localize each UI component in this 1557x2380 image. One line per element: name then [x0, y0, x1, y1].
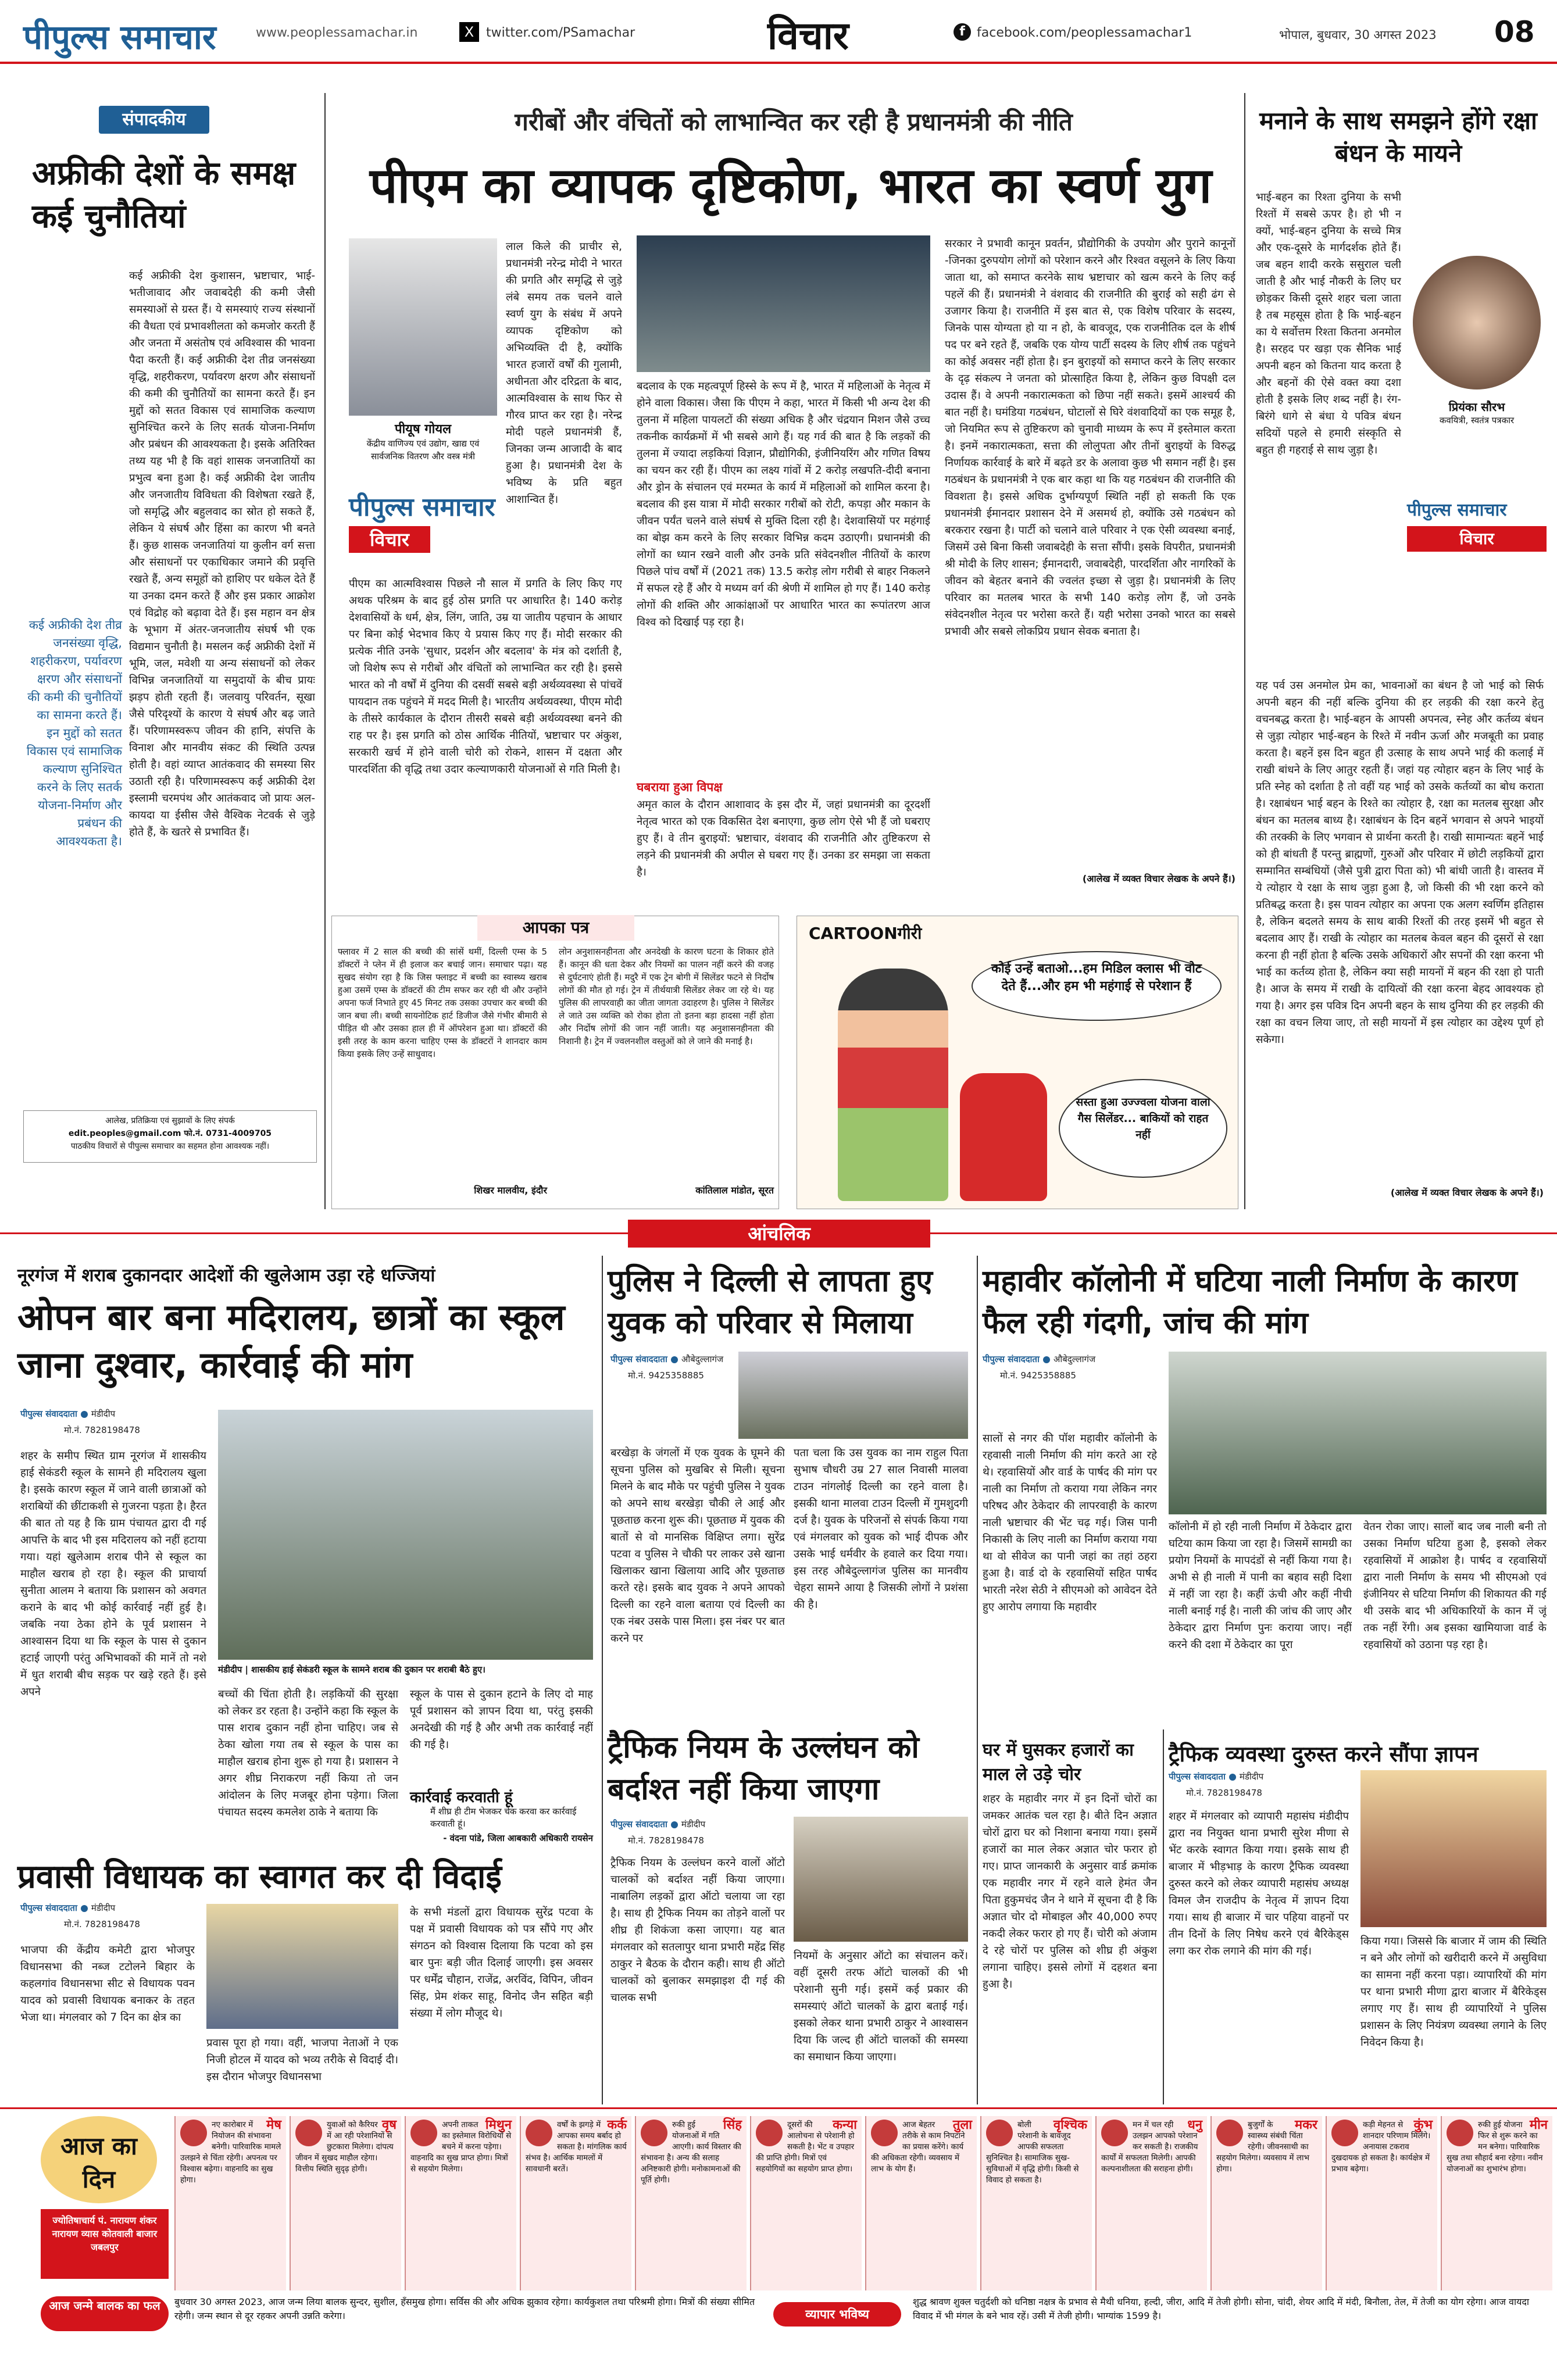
market-label: व्यापार भविष्य [773, 2302, 901, 2327]
gas-cylinder [960, 1073, 1047, 1201]
sign-name: मेष [266, 2118, 281, 2132]
lead-subhead: घबराया हुआ विपक्ष [637, 780, 723, 794]
lead-col2b: अमृत काल के दौरान आशावाद के इस दौर में, जहां प्रधानमंत्री का दूरदर्शी नेतृत्व भारत को एक विकसित देश बनाएगा, कुछ लोग ऐसे भी हैं जो घबराए हुए हैं। वे तीन बुराइयों: भ्रष्टाचार, वंशवाद की राजनीति और तुष्टिकरण से लड़ने की प्रधानमंत्री की अपील से घबरा गए हैं। उनका डर समझा जा सकता है। [637, 799, 930, 878]
sign-virgo [750, 2116, 862, 2290]
sign-taurus [290, 2116, 401, 2290]
byline-name: पीपुल्स संवाददाता [610, 1354, 667, 1364]
sign-text: बुजुर्गों के स्वास्थ्य संबंधी चिंता रहेगी। जीवनसाथी का सहयोग मिलेगा। व्यवसाय में लाभ होगा। [1216, 2120, 1309, 2174]
letter-2-sign: कांतिलाल मांडोत, सूरत [695, 1185, 774, 1196]
virgo-icon [756, 2120, 783, 2146]
date: भोपाल, बुधवार, 30 अगस्त 2023 [1279, 28, 1437, 42]
sign-sagittarius [1095, 2116, 1207, 2290]
sign-name: वृश्चिक [1053, 2118, 1087, 2132]
sign-text: दूसरों की आलोचना से परेशानी हो सकती है। भेंट व उपहार की प्राप्ति होगी। मित्रों एवं सहयोगियों का सहयोग प्राप्त होगा। [756, 2120, 855, 2174]
rakhi-intro: भाई-बहन का रिश्ता दुनिया के सभी रिश्तों में सबसे ऊपर है। हो भी न क्यों, भाई-बहन दुनिया के सच्चे मित्र और एक-दूसरे के मार्गदर्शक होते हैं। जब बहन शादी करके ससुराल चली जाती है और भाई नौकरी के लिए घर छोड़कर किसी दूसरे शहर चला जाता है तब महसूस होता है कि भाई-बहन का ये सर्वोत्तम रिश्ता कितना अनमोल है। सरहद पर खड़ा एक सैनिक भाई अपनी बहन को कितना याद करता है और बहनों की ऐसे वक्त क्या दशा होती है इसके लिए शब्द नहीं है। रंग-बिरंगे धागे से बंधा ये पवित्र बंधन सदियों पहले से हमारी संस्कृति से बहुत ही गहराई से साथ जुड़ा है। [1256, 191, 1401, 456]
rakhi-author-role: कवयित्री, स्वतंत्र पत्रकार [1439, 415, 1515, 426]
scorpio-icon [986, 2120, 1013, 2146]
cancer-icon [526, 2120, 552, 2146]
story6-body: शहर के महावीर नगर में इन दिनों चोरों का जमकर आतंक चल रहा है। बीते दिन अज्ञात चोरों द्वारा घर को निशाना बनाया गया। इसमें हजारों का माल लेकर अज्ञात चोर फरार हो गए। प्राप्त जानकारी के अनुसार वार्ड क्रमांक एक महावीर नगर में रहने वाले हेमंत जैन पिता हुकुमचंद जैन ने थाने में सूचना दी है कि अज्ञात चोर दो मोबाइल और 40,000 रुपए नकदी लेकर फरार हो गए हैं। चोरी को अंजाम दे रहे चोरों पर पुलिस को शीघ्र ही अंकुश लगाना चाहिए। इससे लोगों में दहशत बना हुआ है। [983, 1793, 1157, 1991]
rakhi-author-photo [1413, 256, 1541, 389]
sign-name: कर्क [607, 2118, 627, 2132]
letters-box [331, 916, 779, 1209]
libra-icon [871, 2120, 898, 2146]
story4-photo [794, 1817, 968, 1942]
location-dot-icon [81, 1905, 88, 1912]
location-dot-icon [1043, 1356, 1050, 1363]
letters-title: आपका पत्र [477, 915, 634, 941]
website[interactable]: www.peoplessamachar.in [256, 26, 418, 40]
rakhi-author: प्रियंका सौरभ [1448, 400, 1505, 414]
story1-quote: मैं शीघ्र ही टीम भेजकर चेक करवा कर कार्रवाई करवाती हूं। [430, 1806, 577, 1829]
page-number: 08 [1494, 15, 1535, 49]
location-dot-icon [81, 1411, 88, 1418]
story4-title: ट्रैफिक नियम के उल्लंघन को बर्दाश्त नहीं किया जाएगा [608, 1730, 919, 1807]
byline-place: मंडीदीप [91, 1903, 116, 1913]
sign-text: रुकी हुई योजनाओं में गति आएगी। कार्य विस्तार की संभावना है। अन्य की सलाह अनिष्टकारी होगी। मनोकामनाओं की पूर्ति होगी। [641, 2120, 741, 2185]
badge-line-1: आज का [60, 2132, 137, 2160]
editorial-contact-box [23, 1110, 317, 1163]
rakhi-brand-tag: विचार [1407, 526, 1547, 552]
byline-place: मंडीदीप [1239, 1771, 1264, 1782]
story1-quote-sign: - वंदना पांडे, जिला आबकारी अधिकारी रायसेन [443, 1833, 593, 1843]
rakhi-note: (आलेख में व्यक्त विचार लेखक के अपने हैं।) [1390, 1187, 1544, 1198]
facebook-icon: f [954, 23, 971, 41]
lead-brand: पीपुल्स समाचार [349, 492, 495, 522]
sign-text: मन में चल रही उलझन आपको परेशान कर सकती है। राजकीय कार्यों में सफलता मिलेगी। आपकी कल्पनाशीलता की सराहना होगी। [1101, 2120, 1198, 2174]
letter-1-sign: शिखर मालवीय, इंदौर [474, 1185, 547, 1196]
byline-name: पीपुल्स संवाददाता [610, 1819, 667, 1829]
editorial-title: अफ्रीकी देशों के समक्ष कई चुनौतियां [32, 155, 296, 235]
story1-phone: मो.नं. 7828198478 [64, 1425, 140, 1435]
sign-name: सिंह [723, 2118, 742, 2132]
location-dot-icon [671, 1821, 678, 1828]
sign-name: कुंभ [1413, 2118, 1433, 2132]
sign-text: अपनी ताकत का इस्तेमाल विरोधियों से बचने में करना पड़ेगा। वाहनादि का सुख प्राप्त होगा। मित्रों से सहयोग मिलेगा। [410, 2120, 512, 2174]
logo[interactable]: पीपुल्स समाचार [23, 17, 216, 57]
story5-photo [1169, 1352, 1547, 1514]
rakhi-title: मनाने के साथ समझने होंगे रक्षा बंधन के मायने [1259, 106, 1537, 167]
taurus-icon [295, 2120, 322, 2146]
sign-text: युवाओं को कैरियर में आ रही परेशानियों से छुटकारा मिलेगा। दांपत्य जीवन में सुखद माहौल रहेगा। वित्तीय स्थिति सुदृढ़ होगी। [295, 2120, 394, 2174]
sagittarius-icon [1101, 2120, 1128, 2146]
divider [1163, 1729, 1164, 2104]
story2-photo [206, 1904, 398, 2029]
story2-body2: प्रवास पूरा हो गया। वहीं, भाजपा नेताओं ने एक निजी होटल में यादव को भव्य तरीके से विदाई दी। इस दौरान भोजपुर विधानसभा [206, 2037, 398, 2083]
lead-title: पीएम का व्यापक दृष्टिकोण, भारत का स्वर्ण युग [369, 157, 1212, 214]
story5-body2: कॉलोनी में हो रही नाली निर्माण में ठेकेदार द्वारा घटिया काम किया जा रहा है। जिसमें सामग्री का प्रयोग नियमों के मापदंडों से नहीं किया गया है। अभी से ही नाली में पानी का बहाव सही दिशा में नहीं जा रहा है। कहीं ऊंची और कहीं नीची नाली बनाई गई है। नाली की जांच की जाए और ठेकेदार द्वारा निर्माण पुनः कराया जाए। नहीं करने की दशा में ठेकेदार का पूरा [1169, 1521, 1352, 1651]
byline-name: पीपुल्स संवाददाता [20, 1903, 77, 1913]
sign-text: आज बेहतर तरीके से काम निपटाने का प्रयास करेंगे। कार्य की अधिकता रहेगी। व्यवसाय में लाभ के योग हैं। [871, 2120, 965, 2174]
lead-author: पीयूष गोयल [394, 422, 452, 437]
story6-title: घर में घुसकर हजारों का माल ले उड़े चोर [983, 1740, 1134, 1785]
contact-email[interactable]: edit.peoples@gmail.com फो.नं. 0731-4009705 [68, 1129, 272, 1138]
masthead [0, 0, 1557, 64]
story1-quote-head: कार्रवाई करवाती हूं [410, 1789, 513, 1806]
lead-col3: सरकार ने प्रभावी कानून प्रवर्तन, प्रौद्योगिकी के उपयोग और पुराने कानूनों -जिनका दुरुपयोग लोगों को परेशान करने और रिश्वत वसूलने के लिए किया जाता था, को समाप्त करनेके साथ भ्रष्टाचार को खत्म करने के लिए कई पहलें की हैं। प्रधानमंत्री ने वंशवाद की राजनीति की बुराई को सही ढंग से उजागर किया है। राजनीति में इस बात से, एक विशेष परिवार के सदस्य, जिनके पास योग्यता हो या न हो, के बावजूद, एक राजनीतिक दल के शीर्ष पद पर बने रहते हैं, जबकि एक योग्य पार्टी सदस्य के लिए शीर्ष तक पहुंचने का कोई अवसर नहीं होता है। इन बुराइयों को समाप्त करने के लिए सरकार के दृढ़ संकल्प ने जनता को प्रोत्साहित किया है, लेकिन कुछ विपक्षी दल उदास हैं। वे अपनी नकारात्मकता को छिपा नहीं सकते। इसमें आश्चर्य की बात नहीं है। घमंडिया गठबंधन, घोटालों से घिरे वंशवादियों का एक समूह है, जो नियमित रूप से तुष्टिकरण को चुनावी माध्यम के रूप में इस्तेमाल करता है। इनमें नकारात्मकता, सत्ता की लोलुपता और तीनों बुराइयों के विरुद्ध निर्णायक कार्रवाई के बारे में बढ़ते डर के अलावा कुछ भी समान नहीं है। इस गठबंधन के प्रधानमंत्री ने एक बार कहा था कि यह गठबंधन की राजनीति की विवशता है। इससे अधिक दुर्भाग्यपूर्ण स्थिति नहीं हो सकती कि एक प्रधानमंत्री ईमानदार प्रशासन देने में असमर्थ हो, क्योंकि उसे गठबंधन को बरकरार रखना है। पार्टी को चलाने वाले परिवार ने एक ऐसी व्यवस्था बनाई, जिसमें उसे बिना किसी जवाबदेही के सत्ता सौंपी। इसके विपरीत, प्रधानमंत्री श्री मोदी के लिए शासन; ईमानदारी, जवाबदेही, पारदर्शिता और नागरिकों के जीवन को बेहतर बनाने की ज्वलंत इच्छा से जुड़ा है। प्रधानमंत्री के लिए परिवार का मतलब भारत के सभी 140 करोड़ लोग हैं, जो उनके संवेदनशील नेतृत्व पर भरोसा करते हैं। यही भरोसा उनको भारत का सबसे प्रभावी और सबसे लोकप्रिय प्रधान सेवक बनाता है। [945, 238, 1235, 638]
sign-name: धनु [1187, 2118, 1202, 2132]
aquarius-icon [1331, 2120, 1358, 2146]
byline-place: मंडीदीप [91, 1409, 116, 1419]
market-text: शुद्ध श्रावण शुक्ल चतुर्दशी को धनिष्ठा नक्षत्र के प्रभाव से मैथी धनिया, हल्दी, जीरा, आदि में तेजी होगी। सोना, चांदी, शेयर आदि में मंदी, बिनौला, तेल, में तेजी का योग रहेगा। आज वायदा विवाद में भी मंगल के बने भाव रहें। उसी में तेजी होगी। भाग्यांक 1599 है। [913, 2296, 1530, 2321]
letter-1: फ्लावर में 2 साल की बच्ची की सांसें थमीं, दिल्ली एम्स के 5 डॉक्टरों ने प्लेन में ही इलाज कर बचाई जान। समाचार पढ़ा। यह सुखद संयोग रहा है कि जिस फ्लाइट में बच्ची का स्वास्थ्य खराब हुआ उसमें एम्स के डॉक्टरों की टीम सफर कर रही थी और उन्होंने अपना फर्ज निभाते हुए 45 मिनट तक उसका उपचार कर बच्ची की जान बचा ली। बच्ची सायनोटिक हार्ट डिजीज जैसे गंभीर बीमारी से पीड़ित थी और उसका हाल ही में ऑपरेशन हुआ था। डॉक्टरों की इसी तरह के काम करना चाहिए एम्स के डॉक्टरों ने शानदार काम किया इसके लिए उन्हें साधुवाद। [338, 946, 547, 1059]
aries-icon [180, 2120, 207, 2146]
sign-grid [174, 2116, 1552, 2290]
story3-body1: बरखेड़ा के जंगलों में एक युवक के घूमने की सूचना पुलिस को मुखबिर से मिली। सूचना मिलने के बाद मौके पर पहुंची पुलिस ने युवक को अपने साथ बरखेड़ा चौकी ले आई और पूछताछ करना शुरू की। पूछताछ में युवक की बातों से वो मानसिक विक्षिप्त लगा। सुरेंद्र पटवा व पुलिस ने चौकी पर लाकर उसे खाना खिलाकर खाना खिलाया आदि और पूछताछ करते रहे। इसके बाद युवक ने अपने आपको दिल्ली का रहने वाला बताया एवं दिल्ली का एक नंबर उसके पास मिला। इस नंबर पर बात करने पर [610, 1447, 785, 1645]
story5-body3: वेतन रोका जाए। सालों बाद जब नाली बनी तो उसका निर्माण घटिया हुआ है, इसको लेकर रहवासियों में आक्रोश है। पार्षद व रहवासियों द्वारा नाली निर्माण के समय भी सीएमओ एवं इंजीनियर से घटिया निर्माण की शिकायत की गई थी उसके बाद भी अधिकारियों के कान में जूं तक नहीं रेंगी। अब इसका खामियाजा वार्ड के रहवासियों को उठाना पड़ रहा है। [1363, 1521, 1547, 1651]
sign-name: वृष [382, 2118, 397, 2132]
lead-brand-tag: विचार [349, 526, 430, 553]
lead-author-role: केंद्रीय वाणिज्य एवं उद्योग, खाद्य एवं सार्वजनिक वितरण और वस्त्र मंत्री [366, 438, 480, 462]
story2-body3: के सभी मंडलों द्वारा विधायक सुरेंद्र पटवा के पक्ष में प्रवासी विधायक को पत्र सौंपे गए और संगठन को विश्वास दिलाया कि पटवा को इस बार पुनः बड़ी जीत दिलाई जाएगी। इस अवसर पर धर्मेंद्र चौहान, राजेंद्र, अरविंद, विपिन, जीवन सिंह, प्रेम शंकर साहू, विनोद जैन सहित बड़ी संख्या में लोग मौजूद थे। [410, 1906, 593, 2020]
byline-place: औबेदुल्लागंज [681, 1354, 724, 1364]
twitter-link[interactable]: twitter.com/PSamachar [486, 26, 635, 40]
badge-line-2: दिन [82, 2165, 116, 2193]
lead-kicker: गरीबों और वंचितों को लाभान्वित कर रही है प्रधानमंत्री की नीति [515, 108, 1073, 136]
story5-phone: मो.नं. 9425358885 [1000, 1370, 1076, 1381]
story1-body1: शहर के समीप स्थित ग्राम नूरगंज में शासकीय हाई सेकंडरी स्कूल के सामने ही मदिरालय खुला है। इसके कारण स्कूल में जाने वाली छात्राओं को शराबियों की छींटाकशी से गुजरना पड़ता है। हैरत की बात तो यह है कि ग्राम पंचायत द्वारा दी गई आपत्ति के बाद भी इस मदिरालय को नहीं हटाया गया। यहां खुलेआम शराब पीने से स्कूल का माहौल खराब हो रहा है। स्कूल की प्राचार्या सुनीता आलम ने बताया कि प्रशासन को अवगत कराने के बाद भी कोई कार्रवाई नहीं हुई है। जबकि नया ठेका होने के पूर्व प्रशासन ने आश्वासन दिया था कि स्कूल के पास से दुकान हटाई जाएगी परंतु अभिभावकों की मानें तो नशे में धुत शराबी बीच सड़क पर खड़े रहते हैं। इसे अपने [20, 1450, 206, 1698]
story1-kicker: नूरगंज में शराब दुकानदार आदेशों की खुलेआम उड़ा रहे धज्जियां [17, 1265, 435, 1286]
sign-text: वर्षों के झगड़े में आपका समय बर्बाद हो सकता है। मांगलिक कार्य संभव है। आर्थिक मामलों में सावधानी बरतें। [526, 2120, 627, 2174]
story2-body1: भाजपा की केंद्रीय कमेटी द्वारा भोजपुर विधानसभा की नब्ज टटोलने बिहार के कहलगांव विधानसभा सीट से विधायक पवन यादव को प्रवासी विधायक बनाकर के तहत भेजा था। मंगलवार को 7 दिन का क्षेत्र का [20, 1944, 195, 2024]
birthday-text: बुधवार 30 अगस्त 2023, आज जन्म लिया बालक सुन्दर, सुशील, हँसमुख होगा। सर्विस की और अधिक झुकाव रहेगा। कार्यकुशल तथा परिश्रमी होगा। मित्रों की संख्या सीमित रहेगी। जन्म स्थान से दूर रहकर अपनी उन्नति करेगा। [174, 2296, 755, 2321]
story3-body2: पता चला कि उस युवक का नाम राहुल पिता सुभाष चौधरी उम्र 27 साल निवासी मालवा टाउन नांगलोई दिल्ली का रहने वाला है। इसकी थाना मालवा टाउन दिल्ली में गुमशुदगी दर्ज है। युवक के परिजनों से संपर्क किया गया एवं मंगलवार को युवक को भाई दीपक और उसके भाई धर्मवीर के हवाले कर दिया गया। इस तरह औबेदुल्लागंज पुलिस का मानवीय चेहरा सामने आया है जिसकी लोगों ने प्रशंसा की है। [794, 1447, 968, 1611]
story2-title: प्रवासी विधायक का स्वागत कर दी विदाई [17, 1858, 502, 1896]
story5-title: महावीर कॉलोनी में घटिया नाली निर्माण के कारण फैल रही गंदगी, जांच की मांग [983, 1264, 1517, 1341]
story7-title: ट्रैफिक व्यवस्था दुरुस्त करने सौंपा ज्ञापन [1169, 1742, 1479, 1767]
astrologer: ज्योतिषाचार्य पं. नारायण शंकर नारायण व्यास कोतवाली बाजार जबलपुर [41, 2209, 169, 2279]
byline-place: मंडीदीप [681, 1819, 706, 1829]
sign-cancer [520, 2116, 631, 2290]
editorial-body: कई अफ्रीकी देश कुशासन, भ्रष्टाचार, भाई-भतीजावाद और जवाबदेही की कमी जैसी समस्याओं से ग्रस्त हैं। ये समस्याएं राज्य संस्थानों की वैधता एवं प्रभावशीलता को कमजोर करती हैं और जनता में असंतोष एवं अविश्वास की भावना पैदा करती हैं। कई अफ्रीकी देश तीव्र जनसंख्या वृद्धि, शहरीकरण, पर्यावरण क्षरण और संसाधनों की कमी की चुनौतियों का सामना करते हैं। इन मुद्दों को सतत विकास एवं सामाजिक कल्याण सुनिश्चित करने के लिए सतर्क योजना-निर्माण और प्रबंधन की आवश्यकता है। इसके अतिरिक्त तथ्य यह भी है कि वहां शासक जनजातियों का प्रभुत्व बना हुआ है। कई अफ्रीकी देश जातीय और जनजातीय विविधता की विशेषता रखते हैं, जो समृद्धि और बहुलवाद का स्रोत हो सकते हैं, लेकिन ये संघर्ष और हिंसा का कारण भी बनते हैं। कुछ शासक जनजातियां या कुलीन वर्ग सत्ता और संसाधनों पर एकाधिकार जमाने की प्रवृत्ति रखते हैं, अन्य समूहों को हाशिए पर धकेल देते हैं या उनका दमन करते हैं और इस प्रकार आक्रोश एवं विद्रोह को बढ़ावा देते हैं। इस महान वन क्षेत्र के भूभाग में अंतर-जनजातीय संघर्ष भी एक विद्यमान चुनौती है। मसलन कई अफ्रीकी देशों में भूमि, जल, मवेशी या अन्य संसाधनों को लेकर विभिन्न जनजातियों या समुदायों के बीच प्रायः झड़प होती रहती हैं। जलवायु परिवर्तन, सूखा जैसे परिदृश्यों के कारण ये संघर्ष और बढ़ जाते हैं। परिणामस्वरूप जीवन की हानि, संपत्ति के विनाश और मानवीय संकट की स्थिति उत्पन्न होती है। वहां व्याप्त आतंकवाद की समस्या सिर उठाती रही है। परिणामस्वरूप कई अफ्रीकी देश इस्लामी चरमपंथ और आतंकवाद जो प्रायः अल-कायदा या ईसीस जैसे वैश्विक नेटवर्क से जुड़े होते हैं, के खतरे से प्रभावित हैं। [129, 270, 315, 838]
sign-name: मकर [1294, 2118, 1317, 2132]
location-dot-icon [1229, 1774, 1236, 1781]
story4-body2: नियमों के अनुसार ऑटो का संचालन करें। वहीं दूसरी तरफ ऑटो चालकों की भी परेशानी सुनी गई। इसमें कई प्रकार की समस्याएं ऑटो चालकों के द्वारा बताई गई। इसको लेकर थाना प्रभारी ठाकुर ने आश्वासन दिया कि जल्द ही ऑटो चालकों की समस्या का समाधान किया जाएगा। [794, 1950, 968, 2063]
story5-body1: सालों से नगर की पॉश महावीर कॉलोनी के रहवासी नाली निर्माण की मांग करते आ रहे थे। रहवासियों और वार्ड के पार्षद की मांग पर नाली का निर्माण तो कराया गया लेकिन नगर परिषद और ठेकेदार की लापरवाही के कारण नाली भ्रष्टाचार की भेंट चढ़ गई। जिस पानी निकासी के लिए नाली का निर्माण कराया गया था वो सीवेज का पानी जहां का तहां ठहरा हुआ है। वार्ड दो के रहवासियों सहित पार्षद भारती नरेश सेठी ने सीएमओ को आवेदन देते हुए आरोप लगाया कि महावीर [983, 1432, 1157, 1613]
sign-leo [635, 2116, 747, 2290]
sign-scorpio [980, 2116, 1092, 2290]
twitter-icon: X [459, 22, 479, 42]
lead-col1: लाल किले की प्राचीर से, प्रधानमंत्री नरेन्द्र मोदी ने भारत की प्रगति और समृद्धि से जुड़े लंबे समय तक चलने वाले स्वर्ण युग के संबंध में अपने व्यापक दृष्टिकोण को अभिव्यक्ति दी है, क्योंकि भारत हजारों वर्षों की गुलामी, अधीनता और दरिद्रता के बाद, आत्मविश्वास के साथ फिर से गौरव प्राप्त कर रहा है। नरेन्द्र मोदी पहले प्रधानमंत्री हैं, जिनका जन्म आजादी के बाद हुआ है। प्रधानमंत्री देश के भविष्य के प्रति बहुत आशान्वित हैं। [506, 241, 622, 506]
rakhi-brand: पीपुल्स समाचार [1407, 500, 1507, 520]
story4-body1: ट्रैफिक नियम के उल्लंघन करने वालों ऑटो चालकों को बर्दाश्त नहीं किया जाएगा। नाबालिग लड़कों द्वारा ऑटो चलाया जा रहा है। साथ ही ट्रैफिक नियम का तोड़ने वालों पर शीघ्र ही शिकंजा कसा जाएगा। यह बात मंगलवार को सतलापुर थाना प्रभारी महेंद्र सिंह ठाकुर ने बैठक के दौरान कही। साथ ही ऑटो चालकों को बुलाकर समझाइश दी गई की चालक सभी [610, 1857, 785, 2004]
today-badge [41, 2116, 157, 2203]
story3-title: पुलिस ने दिल्ली से लापता हुए युवक को परिवार से मिलाया [608, 1264, 933, 1341]
sign-gemini [405, 2116, 516, 2290]
lead-note: (आलेख में व्यक्त विचार लेखक के अपने हैं।) [1082, 873, 1235, 884]
sign-name: मिथुन [485, 2118, 512, 2132]
regional-bar: आंचलिक [628, 1220, 930, 1248]
cartoon-box [797, 916, 1238, 1209]
byline-name: पीपुल्स संवाददाता [20, 1409, 77, 1419]
speech-bubble: कोई उन्हें बताओ...हम मिडिल क्लास भी वोट देते हैं...और हम भी महंगाई से परेशान हैं [972, 951, 1222, 1021]
gemini-icon [410, 2120, 437, 2146]
story2-phone: मो.नं. 7828198478 [64, 1919, 140, 1929]
section-title: विचार [767, 13, 849, 58]
editorial-tag: संपादकीय [99, 106, 209, 134]
sign-name: मीन [1529, 2118, 1548, 2132]
sign-name: कन्या [833, 2118, 857, 2132]
story1-photo [218, 1410, 593, 1660]
lead-col2: बदलाव के एक महत्वपूर्ण हिस्से के रूप में है, भारत में महिलाओं के नेतृत्व में होने वाला विकास। जैसा कि पीएम ने कहा, भारत में किसी भी अन्य देश की तुलना में महिला पायलटों की संख्या अधिक है और चंद्रयान मिशन जैसे उच्च तकनीक कार्यक्रमों में भी सबसे आगे हैं। यह गर्व की बात है कि लड़कों की तुलना में ज्यादा लड़कियां विज्ञान, प्रौद्योगिकी, इंजीनियरिंग और गणित विषय का चयन कर रही हैं। पीएम का लक्ष्य गांवों में 2 करोड़ लखपति-दीदी बनाना और ड्रोन के संचालन एवं मरम्मत के कार्य में महिलाओं को शामिल करना है। बदलाव की इस यात्रा में मोदी सरकार गरीबों को रोटी, कपड़ा और मकान के जीवन पर्यंत चलने वाले संघर्ष से मुक्ति दिला रही है। देशवासियों पर महंगाई का बोझ कम करने के लिए सरकार विभिन्न कदम उठाएगी। प्रधानमंत्री की लोगों का ध्यान रखने वाली और उनके प्रति संवेदनशील नीतियों के कारण पिछले पांच वर्षों में (2021 तक) 13.5 करोड़ लोग गरीबी से बाहर निकलने में सफल रहे हैं और ये मध्यम वर्ग की श्रेणी में शामिल हो गए हैं। 140 करोड़ लोगों की शक्ति और आकांक्षाओं पर आधारित भारत का रूपांतरण आज विश्व को दिखाई पड़ रहा है। [637, 380, 930, 628]
story7-photo [1360, 1770, 1547, 1927]
disclaimer: पाठकीय विचारों से पीपुल्स समाचार का सहमत होना आवश्यक नहीं। [70, 1142, 270, 1151]
pisces-icon [1447, 2120, 1473, 2146]
story1-body3: स्कूल के पास से दुकान हटाने के लिए दो माह पूर्व प्रशासन को ज्ञापन दिया था, परंतु इसकी अनदेखी की गई है और अभी तक कार्रवाई नहीं की गई है। [410, 1688, 593, 1751]
byline-place: औबेदुल्लागंज [1053, 1354, 1096, 1364]
sign-libra [865, 2116, 977, 2290]
rakhi-body: यह पर्व उस अनमोल प्रेम का, भावनाओं का बंधन है जो भाई को सिर्फ अपनी बहन की नहीं बल्कि दुनिया की हर लड़की की रक्षा करने हेतु वचनबद्ध करता है। भाई-बहन के आपसी अपनत्व, स्नेह और कर्तव्य बंधन से जुड़ा त्योहार भाई-बहन के रिश्ते में नवीन ऊर्जा और मजबूती का प्रवाह करता है। बहनें इस दिन बहुत ही उत्साह के साथ अपने भाई की कलाई में राखी बांधने के लिए आतुर रहती हैं। जहां यह त्योहार बहन के लिए भाई के प्रति स्नेह को दर्शाता है तो वहीं यह भाई को उसके कर्तव्यों का बोध कराता है। रक्षाबंधन भाई बहन के रिश्ते का त्योहार है, रक्षा का मतलब सुरक्षा और बंधन का मतलब बाध्य है। रक्षाबंधन के दिन बहनें भगवान से अपने भाइयों की तरक्की के लिए भगवान से प्रार्थना करती है। राखी सामान्यतः बहनें भाई को ही बांधती हैं परन्तु ब्राह्मणों, गुरुओं और परिवार में छोटी लड़कियों द्वारा सम्मानित सम्बंधियों (जैसे पुत्री द्वारा पिता को) भी बांधी जाती है। वास्तव में ये त्योहार ये रक्षा के साथ जुड़ा हुआ है, जो किसी की भी रक्षा करने को प्रतिबद्ध करता है। इस पावन त्योहार का अपना एक अलग स्वर्णिम इतिहास है, लेकिन बदलते समय के साथ बाकी रिश्तों की तरह इसमें भी बहुत से बदलाव आए हैं। राखी के त्योहार का मतलब केवल बहन की दूसरों से रक्षा करना ही नहीं होता है बल्कि उसके अधिकारों और सपनों की रक्षा करना भी भाई का कर्तव्य होता है, लेकिन क्या सही मायनों में बहन की रक्षा हो पाती है। आज के समय में राखी के दायित्वों की रक्षा करना बेहद आवश्यक हो गया है। अगर इस पवित्र दिन अपनी बहन के साथ दुनिया की हर लड़की की रक्षा का वचन लिया जाए, तो सही मायनों में इस त्योहार का उद्देश्य पूर्ण हो सकेगा। [1256, 680, 1544, 1046]
divider [977, 1256, 978, 2104]
cartoon-woman [838, 969, 948, 1201]
author-photo [349, 238, 497, 416]
sign-text: कड़ी मेहनत से शानदार परिणाम मिलेंगे। अनायास टकराव दुखदायक हो सकता है। कार्यक्षेत्र में प्रभाव बढ़ेगा। [1331, 2120, 1431, 2174]
sign-pisces [1441, 2116, 1552, 2290]
sign-text: रुकी हुई योजना फिर से शुरू करने का मन बनेगा। पारिवारिक सुख तथा सौहार्द बना रहेगा। नवीन योजनाओं का शुभारंभ होगा। [1447, 2120, 1543, 2174]
lead-col1b: पीएम का आत्मविश्वास पिछले नौ साल में प्रगति के लिए किए गए अथक परिश्रम के बाद हुई ठोस प्रगति पर आधारित है। 140 करोड़ देशवासियों के धर्म, क्षेत्र, लिंग, जाति, उम्र या जातीय पहचान के आधार पर बिना कोई भेदभाव किए ये प्रयास किए गए हैं। मोदी सरकार की प्रत्येक नीति उनके 'सुधार, प्रदर्शन और बदलाव' के मंत्र को दर्शाती है, जो विशेष रूप से गरीबों और वंचितों को लाभान्वित कर रही है। इससे भारत को नौ वर्षों में दुनिया की दसवीं सबसे बड़ी अर्थव्यवस्था से पांचवें पायदान तक पहुंचने में मदद मिली है। भारतीय अर्थव्यवस्था, पीएम मोदी के तीसरे कार्यकाल के दौरान तीसरी सबसे बड़ी अर्थव्यवस्था बनने की राह पर है। इस प्रगति को ठोस आर्थिक नीतियों, भ्रष्टाचार पर अंकुश, सरकारी खर्च में होने वाली चोरी को रोकने, शासन में दक्षता और पारदर्शिता की वृद्धि तथा उदार कल्याणकारी योजनाओं से गति मिली है। [349, 578, 622, 776]
divider [602, 1256, 603, 2104]
divider [324, 93, 326, 1209]
location-dot-icon [671, 1356, 678, 1363]
sign-aquarius [1326, 2116, 1437, 2290]
editorial-pullquote: कई अफ्रीकी देश तीव्र जनसंख्या वृद्धि, शहरीकरण, पर्यावरण क्षरण और संसाधनों की कमी की चुनौतियों का सामना करते हैं। इन मुद्दों को सतत विकास एवं सामाजिक कल्याण सुनिश्चित करने के लिए सतर्क योजना-निर्माण और प्रबंधन की आवश्यकता है। [26, 618, 122, 848]
sign-capricorn [1210, 2116, 1322, 2290]
leo-icon [641, 2120, 667, 2146]
facebook-link[interactable]: facebook.com/peoplessamachar1 [977, 26, 1192, 40]
sign-text: नए कारोबार में नियोजन की संभावना बनेगी। पारिवारिक मामले उलझने से चिंता रहेगी। अपनत्व पर विश्वास बढ़ेगा। वाहनादि का सुख होगा। [180, 2120, 281, 2185]
story1-title: ओपन बार बना मदिरालय, छात्रों का स्कूल जाना दुश्वार, कार्रवाई की मांग [17, 1296, 565, 1386]
story7-phone: मो.नं. 7828198478 [1186, 1788, 1262, 1798]
story3-phone: मो.नं. 9425358885 [628, 1370, 704, 1381]
byline-name: पीपुल्स संवाददाता [1169, 1771, 1226, 1782]
cartoon-label: CARTOONगीरी [809, 924, 922, 943]
sign-aries [174, 2116, 286, 2290]
story1-body2: बच्चों की चिंता होती है। लड़कियों की सुरक्षा को लेकर डर रहता है। उन्होंने कहा कि स्कूल के पास शराब दुकान नहीं होना चाहिए। जब से ठेका खोला गया तब से स्कूल के पास का माहौल खराब होना शुरू हो गया है। प्रशासन ने अगर शीघ्र निराकरण नहीं किया तो जन आंदोलन के लिए मजबूर होना पड़ेगा। जिला पंचायत सदस्य कमलेश ठाके ने बताया कि [218, 1688, 398, 1818]
story1-caption: मंडीदीप | शासकीय हाई सेकंडरी स्कूल के सामने शराब की दुकान पर शराबी बैठे हुए। [218, 1664, 485, 1675]
story7-body1: शहर में मंगलवार को व्यापारी महासंघ मंडीदीप द्वारा नव नियुक्त थाना प्रभारी सुरेश मीणा से भेंट करके स्वागत किया गया। इसके साथ ही बाजार में भीड़भाड़ के कारण ट्रैफिक व्यवस्था दुरुस्त करने को लेकर व्यापारी महासंघ अध्यक्ष विमल जैन राजदीप के नेतृत्व में ज्ञापन दिया गया। साथ ही बाजार में चार पहिया वाहनों पर तीन दिनों के लिए निषेध करने एवं बैरिकेड्स लगा कर रोक लगाने की मांग की गई। [1169, 1810, 1349, 1957]
sign-name: तुला [952, 2118, 972, 2132]
capricorn-icon [1216, 2120, 1243, 2146]
letter-2: लोन अनुशासनहीनता और अनदेखी के कारण घटना के शिकार होते हैं। कानून की धता देकर और नियमों का पालन नहीं करने की वजह से दुर्घटनाएं होती हैं। मदुरै में एक ट्रेन बोगी में सिलेंडर फटने से निर्दोष लोगों की मौत हो गई। ट्रेन में तीर्थयात्री सिलेंडर लेकर जा रहे थे। यह पुलिस की लापरवाही का जीता जागता उदाहरण है। पुलिस ने सिलेंडर ले जाते उस व्यक्ति को रोका होता तो इतना बड़ा हादसा नहीं होता और निर्दोष लोगों की जान नहीं जाती। यह अनुशासनहीनता की निशानी है। ट्रेन में ज्वलनशील वस्तुओं को ले जाने की मनाई है। [559, 946, 774, 1046]
story4-phone: मो.नं. 7828198478 [628, 1835, 704, 1846]
byline-name: पीपुल्स संवाददाता [983, 1354, 1040, 1364]
story3-photo [738, 1352, 968, 1439]
cylinder-sign: सस्ता हुआ उज्ज्वला योजना वाला गैस सिलेंडर... बाकियों को राहत नहीं [1059, 1079, 1227, 1178]
pm-photo [637, 235, 930, 372]
story7-body2: किया गया। जिससे कि बाजार में जाम की स्थिति न बने और लोगों को खरीदारी करने में असुविधा का सामना नहीं करना पड़ा। व्यापारियों की मांग पर थाना प्रभारी मीणा द्वारा बाजार में बैरिकेड्स लगाए गए हैं। साथ ही व्यापारियों ने पुलिस प्रशासन के लिए नियंत्रण व्यवस्था लगाने के लिए निवेदन किया है। [1360, 1935, 1547, 2049]
sign-text: बोली परेशानी के बावजूद आपकी सफलता सुनिश्चित है। सामाजिक सुख-सुविधाओं में वृद्धि होगी। किसी से विवाद हो सकता है। [986, 2120, 1079, 2185]
birthday-label: आज जन्मे बालक का फल [41, 2296, 169, 2331]
divider [1244, 93, 1245, 1209]
contact-label: आलेख, प्रतिक्रिया एवं सुझावों के लिए संपर्क [105, 1116, 235, 1125]
